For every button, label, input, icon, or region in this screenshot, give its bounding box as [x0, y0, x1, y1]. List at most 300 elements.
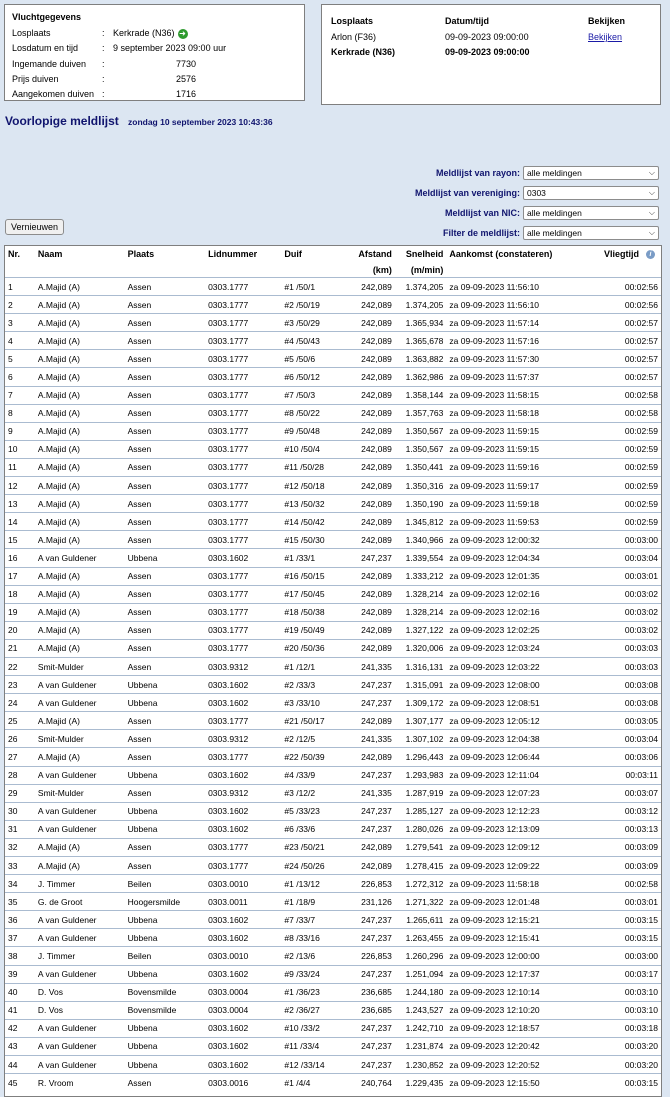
flight-label: Aangekomen duiven: [12, 89, 95, 100]
filter-nic: [445, 205, 659, 221]
table-cell: 247,237: [343, 1037, 395, 1055]
table-cell: 1.309,172: [395, 694, 447, 712]
table-cell: 00:02:57: [591, 314, 661, 332]
table-cell: 23: [5, 676, 35, 694]
table-row: [5, 929, 661, 947]
table-cell: 00:03:12: [591, 802, 661, 820]
table-row: [5, 278, 661, 296]
table-cell: 34: [5, 875, 35, 893]
table-cell: 1.327,122: [395, 621, 447, 639]
table-cell: 00:02:57: [591, 368, 661, 386]
table-cell: 242,089: [343, 603, 395, 621]
table-cell: A.Majid (A): [35, 603, 125, 621]
table-cell: 44: [5, 1056, 35, 1074]
table-cell: Assen: [125, 657, 205, 675]
table-cell: 00:03:08: [591, 676, 661, 694]
filter-list-select[interactable]: [523, 226, 659, 240]
table-cell: #15 /50/30: [281, 531, 343, 549]
table-cell: #19 /50/49: [281, 621, 343, 639]
header-vliegtijd: [591, 246, 661, 263]
table-cell: 00:02:58: [591, 404, 661, 422]
table-cell: 3: [5, 314, 35, 332]
table-cell: 0303.1777: [205, 838, 281, 856]
table-cell: 0303.1777: [205, 748, 281, 766]
table-cell: Assen: [125, 784, 205, 802]
table-cell: za 09-09-2023 12:07:23: [446, 784, 590, 802]
table-cell: A van Guldener: [35, 820, 125, 838]
table-cell: 00:02:56: [591, 278, 661, 296]
table-cell: Beilen: [125, 947, 205, 965]
table-cell: #16 /50/15: [281, 567, 343, 585]
filter-vereniging-value: 0303: [527, 188, 546, 198]
page-title: Voorlopige meldlijst: [5, 114, 119, 128]
table-cell: 242,089: [343, 838, 395, 856]
table-row: [5, 947, 661, 965]
table-cell: 0303.9312: [205, 730, 281, 748]
table-cell: 0303.1602: [205, 676, 281, 694]
table-cell: 00:03:20: [591, 1056, 661, 1074]
table-cell: 1.365,934: [395, 314, 447, 332]
colon: :: [102, 28, 105, 38]
table-cell: 43: [5, 1037, 35, 1055]
table-cell: Assen: [125, 422, 205, 440]
table-cell: 00:02:59: [591, 458, 661, 476]
table-cell: D. Vos: [35, 983, 125, 1001]
table-row: [5, 477, 661, 495]
table-cell: #3 /33/10: [281, 694, 343, 712]
header-snelheid: Snelheid: [405, 249, 444, 259]
table-cell: 00:02:57: [591, 332, 661, 350]
colon: :: [102, 89, 105, 100]
table-cell: #5 /33/23: [281, 802, 343, 820]
table-cell: 0303.1777: [205, 513, 281, 531]
table-cell: 1.293,983: [395, 766, 447, 784]
table-cell: #8 /50/22: [281, 404, 343, 422]
table-cell: A.Majid (A): [35, 838, 125, 856]
table-row: [5, 1001, 661, 1019]
table-cell: za 09-09-2023 12:09:22: [446, 857, 590, 875]
table-cell: #3 /12/2: [281, 784, 343, 802]
table-cell: A.Majid (A): [35, 495, 125, 513]
table-cell: za 09-09-2023 11:57:37: [446, 368, 590, 386]
table-cell: 00:03:10: [591, 983, 661, 1001]
table-cell: Ubbena: [125, 766, 205, 784]
table-cell: 00:03:09: [591, 838, 661, 856]
table-cell: Ubbena: [125, 694, 205, 712]
table-cell: 1.350,190: [395, 495, 447, 513]
table-cell: 1.340,966: [395, 531, 447, 549]
table-cell: 0303.1777: [205, 531, 281, 549]
table-cell: Assen: [125, 278, 205, 296]
table-cell: #6 /33/6: [281, 820, 343, 838]
table-cell: 0303.1602: [205, 549, 281, 567]
release-time-value: 9 september 2023 09:00 uur: [113, 43, 227, 54]
table-cell: 242,089: [343, 748, 395, 766]
table-cell: 242,089: [343, 477, 395, 495]
table-cell: #5 /50/6: [281, 350, 343, 368]
table-cell: 00:03:15: [591, 911, 661, 929]
filter-vereniging-label: Meldlijst van vereniging:: [414, 188, 520, 198]
table-cell: 00:03:07: [591, 784, 661, 802]
table-cell: 242,089: [343, 495, 395, 513]
table-cell: 22: [5, 657, 35, 675]
table-cell: 0303.1777: [205, 440, 281, 458]
table-cell: A.Majid (A): [35, 278, 125, 296]
table-cell: za 09-09-2023 11:56:10: [446, 278, 590, 296]
table-cell: 00:03:01: [591, 893, 661, 911]
table-cell: #9 /50/48: [281, 422, 343, 440]
table-cell: #2 /13/6: [281, 947, 343, 965]
filter-rayon-value: alle meldingen: [527, 168, 582, 178]
table-row: [5, 513, 661, 531]
table-cell: za 09-09-2023 11:58:18: [446, 404, 590, 422]
table-cell: 1.358,144: [395, 386, 447, 404]
table-cell: 00:03:11: [591, 766, 661, 784]
table-cell: Assen: [125, 730, 205, 748]
table-cell: 00:02:59: [591, 495, 661, 513]
table-cell: 1.333,212: [395, 567, 447, 585]
table-cell: 1.328,214: [395, 603, 447, 621]
table-cell: Assen: [125, 857, 205, 875]
table-cell: 0303.1777: [205, 458, 281, 476]
table-cell: 226,853: [343, 875, 395, 893]
table-cell: 247,237: [343, 1019, 395, 1037]
table-cell: 247,237: [343, 676, 395, 694]
table-cell: 27: [5, 748, 35, 766]
filter-vereniging: [415, 185, 659, 201]
table-cell: 00:03:05: [591, 712, 661, 730]
flight-label: Ingemande duiven: [12, 58, 87, 69]
table-cell: 0303.0016: [205, 1074, 281, 1092]
table-cell: za 09-09-2023 12:15:50: [446, 1074, 590, 1092]
table-row: [5, 567, 661, 585]
table-cell: za 09-09-2023 11:59:53: [446, 513, 590, 531]
table-cell: 1.242,710: [395, 1019, 447, 1037]
info-icon[interactable]: i: [646, 250, 655, 259]
table-cell: za 09-09-2023 12:08:00: [446, 676, 590, 694]
table-cell: A van Guldener: [35, 911, 125, 929]
table-cell: 00:02:58: [591, 875, 661, 893]
arrived-value: 1716: [175, 89, 196, 100]
table-cell: Ubbena: [125, 911, 205, 929]
table-cell: 0303.1602: [205, 965, 281, 983]
table-cell: za 09-09-2023 12:08:51: [446, 694, 590, 712]
table-cell: A van Guldener: [35, 694, 125, 712]
table-cell: 00:03:01: [591, 567, 661, 585]
table-cell: 1.271,322: [395, 893, 447, 911]
table-cell: za 09-09-2023 12:10:20: [446, 1001, 590, 1019]
filter-list: [443, 225, 659, 241]
table-cell: 40: [5, 983, 35, 1001]
table-cell: #3 /50/29: [281, 314, 343, 332]
table-cell: #2 /12/5: [281, 730, 343, 748]
table-cell: 37: [5, 929, 35, 947]
table-cell: Assen: [125, 495, 205, 513]
table-cell: #1 /12/1: [281, 657, 343, 675]
table-cell: 247,237: [343, 965, 395, 983]
chevron-down-icon: ⌵: [648, 228, 655, 237]
table-cell: 00:03:15: [591, 1074, 661, 1092]
release-place-kerkrade: Kerkrade (N36): [331, 47, 396, 57]
table-row: [5, 1074, 661, 1092]
table-cell: A.Majid (A): [35, 314, 125, 332]
table-cell: 00:03:00: [591, 947, 661, 965]
table-row: [5, 1056, 661, 1074]
table-cell: A.Majid (A): [35, 567, 125, 585]
table-cell: Assen: [125, 585, 205, 603]
table-cell: Bovensmilde: [125, 1001, 205, 1019]
table-cell: 0303.1777: [205, 350, 281, 368]
table-cell: A.Majid (A): [35, 621, 125, 639]
flight-row-release-time: [12, 41, 304, 56]
colon: :: [102, 73, 105, 84]
table-cell: J. Timmer: [35, 875, 125, 893]
release-places-panel: [321, 4, 661, 105]
table-cell: Assen: [125, 838, 205, 856]
table-cell: 15: [5, 531, 35, 549]
table-cell: 21: [5, 639, 35, 657]
table-cell: 00:03:02: [591, 603, 661, 621]
table-cell: 0303.1602: [205, 1056, 281, 1074]
table-cell: 1.374,205: [395, 296, 447, 314]
table-cell: 29: [5, 784, 35, 802]
table-cell: #1 /36/23: [281, 983, 343, 1001]
table-cell: 00:02:58: [591, 386, 661, 404]
table-cell: za 09-09-2023 12:01:35: [446, 567, 590, 585]
table-cell: Hoogersmilde: [125, 893, 205, 911]
table-cell: #1 /4/4: [281, 1074, 343, 1092]
table-cell: A.Majid (A): [35, 368, 125, 386]
table-cell: #7 /33/7: [281, 911, 343, 929]
table-cell: 19: [5, 603, 35, 621]
chevron-down-icon: ⌵: [648, 168, 655, 177]
header-aankomst: Aankomst (constateren): [449, 249, 553, 259]
table-cell: 0303.1602: [205, 802, 281, 820]
table-cell: Assen: [125, 531, 205, 549]
filter-list-value: alle meldingen: [527, 228, 582, 238]
table-cell: Assen: [125, 1074, 205, 1092]
table-row: [5, 422, 661, 440]
table-cell: #12 /50/18: [281, 477, 343, 495]
table-cell: 00:02:59: [591, 513, 661, 531]
table-cell: 0303.1777: [205, 712, 281, 730]
table-cell: 00:03:03: [591, 657, 661, 675]
table-cell: 242,089: [343, 440, 395, 458]
table-row: [5, 857, 661, 875]
table-cell: za 09-09-2023 12:09:12: [446, 838, 590, 856]
table-cell: 00:02:57: [591, 350, 661, 368]
table-cell: 247,237: [343, 911, 395, 929]
table-cell: #2 /36/27: [281, 1001, 343, 1019]
filter-nic-select[interactable]: [523, 206, 659, 220]
filter-list-label: Filter de meldlijst:: [442, 228, 520, 238]
table-cell: 00:03:13: [591, 820, 661, 838]
table-row: [5, 766, 661, 784]
table-cell: 242,089: [343, 296, 395, 314]
table-cell: 0303.0004: [205, 983, 281, 1001]
table-row: [5, 657, 661, 675]
table-row: [5, 893, 661, 911]
table-cell: 247,237: [343, 820, 395, 838]
release-datetime-arlon: 09-09-2023 09:00:00: [445, 32, 529, 42]
table-cell: R. Vroom: [35, 1074, 125, 1092]
table-cell: 11: [5, 458, 35, 476]
header-nr: Nr.: [8, 249, 21, 259]
table-cell: 00:03:09: [591, 857, 661, 875]
table-cell: J. Timmer: [35, 947, 125, 965]
flight-label: Losplaats: [12, 28, 51, 38]
table-row: [5, 784, 661, 802]
table-cell: A.Majid (A): [35, 639, 125, 657]
table-cell: 247,237: [343, 766, 395, 784]
view-link-arlon[interactable]: Bekijken: [588, 32, 623, 42]
table-row: [5, 911, 661, 929]
flight-row-entered: [12, 57, 304, 72]
table-cell: 1.339,554: [395, 549, 447, 567]
table-cell: 1.287,919: [395, 784, 447, 802]
table-cell: 247,237: [343, 802, 395, 820]
table-cell: 20: [5, 621, 35, 639]
table-cell: za 09-09-2023 11:58:18: [446, 875, 590, 893]
table-cell: #1 /50/1: [281, 278, 343, 296]
header-plaats: Plaats: [127, 249, 155, 259]
table-cell: 35: [5, 893, 35, 911]
table-cell: A.Majid (A): [35, 332, 125, 350]
table-cell: Assen: [125, 513, 205, 531]
table-cell: za 09-09-2023 11:59:16: [446, 458, 590, 476]
table-cell: za 09-09-2023 11:57:16: [446, 332, 590, 350]
table-cell: A van Guldener: [35, 1056, 125, 1074]
table-cell: za 09-09-2023 12:06:44: [446, 748, 590, 766]
table-cell: 247,237: [343, 549, 395, 567]
flight-info-panel: [4, 4, 305, 101]
table-cell: Ubbena: [125, 676, 205, 694]
table-cell: Ubbena: [125, 1019, 205, 1037]
table-row: [5, 694, 661, 712]
table-row: [5, 983, 661, 1001]
table-row: [5, 495, 661, 513]
table-cell: 0303.1777: [205, 639, 281, 657]
table-cell: 0303.1602: [205, 694, 281, 712]
table-cell: 00:03:18: [591, 1019, 661, 1037]
table-cell: 0303.1602: [205, 820, 281, 838]
table-cell: #18 /50/38: [281, 603, 343, 621]
table-cell: A.Majid (A): [35, 296, 125, 314]
table-cell: 1.350,316: [395, 477, 447, 495]
filter-nic-value: alle meldingen: [527, 208, 582, 218]
flight-info-header: Vluchtgegevens: [12, 12, 82, 22]
filter-rayon-select[interactable]: [523, 166, 659, 180]
table-cell: 00:03:20: [591, 1037, 661, 1055]
table-cell: 00:03:00: [591, 531, 661, 549]
arrow-right-icon[interactable]: ➜: [179, 28, 186, 38]
table-cell: #13 /50/32: [281, 495, 343, 513]
table-cell: Ubbena: [125, 1037, 205, 1055]
header-afstand-unit: (km): [372, 265, 392, 275]
table-cell: #14 /50/42: [281, 513, 343, 531]
table-cell: #24 /50/26: [281, 857, 343, 875]
table-cell: 0303.1777: [205, 585, 281, 603]
table-cell: A.Majid (A): [35, 404, 125, 422]
table-cell: 242,089: [343, 513, 395, 531]
table-cell: 0303.1777: [205, 621, 281, 639]
release-header-datetime: Datum/tijd: [445, 16, 489, 26]
table-cell: 00:03:08: [591, 694, 661, 712]
colon: :: [102, 43, 105, 54]
table-cell: 0303.1777: [205, 386, 281, 404]
table-cell: 0303.1777: [205, 278, 281, 296]
table-cell: 1.244,180: [395, 983, 447, 1001]
table-cell: #10 /33/2: [281, 1019, 343, 1037]
table-cell: 226,853: [343, 947, 395, 965]
table-cell: 13: [5, 495, 35, 513]
table-cell: 1.357,763: [395, 404, 447, 422]
table-cell: 30: [5, 802, 35, 820]
header-vliegtijd-label: Vliegtijd: [603, 249, 639, 259]
table-cell: 8: [5, 404, 35, 422]
colon: :: [102, 58, 105, 69]
table-row: [5, 585, 661, 603]
table-cell: Beilen: [125, 875, 205, 893]
header-afstand: Afstand: [358, 249, 392, 259]
table-cell: #12 /33/14: [281, 1056, 343, 1074]
table-cell: A van Guldener: [35, 929, 125, 947]
table-cell: #2 /33/3: [281, 676, 343, 694]
table-cell: 33: [5, 857, 35, 875]
table-cell: Smit-Mulder: [35, 730, 125, 748]
table-cell: 0303.1777: [205, 495, 281, 513]
table-cell: #22 /50/39: [281, 748, 343, 766]
table-cell: #7 /50/3: [281, 386, 343, 404]
prize-value: 2576: [175, 73, 196, 84]
table-cell: za 09-09-2023 12:18:57: [446, 1019, 590, 1037]
entered-value: 7730: [175, 58, 196, 69]
chevron-down-icon: ⌵: [648, 208, 655, 217]
table-cell: A.Majid (A): [35, 513, 125, 531]
table-cell: 247,237: [343, 929, 395, 947]
table-cell: za 09-09-2023 11:59:15: [446, 440, 590, 458]
table-cell: 38: [5, 947, 35, 965]
table-cell: #11 /50/28: [281, 458, 343, 476]
table-cell: A van Guldener: [35, 965, 125, 983]
release-header-view: Bekijken: [588, 16, 626, 26]
refresh-button[interactable]: Vernieuwen: [5, 219, 64, 235]
flight-label: Prijs duiven: [12, 73, 59, 84]
table-cell: 0303.1777: [205, 368, 281, 386]
table-cell: 0303.1777: [205, 296, 281, 314]
table-cell: A.Majid (A): [35, 350, 125, 368]
table-cell: 241,335: [343, 730, 395, 748]
table-cell: A.Majid (A): [35, 386, 125, 404]
table-cell: Ubbena: [125, 820, 205, 838]
filter-vereniging-select[interactable]: [523, 186, 659, 200]
table-row: [5, 404, 661, 422]
table-cell: 242,089: [343, 458, 395, 476]
table-cell: 1.231,874: [395, 1037, 447, 1055]
table-cell: 5: [5, 350, 35, 368]
table-cell: 1.279,541: [395, 838, 447, 856]
table-cell: za 09-09-2023 12:11:04: [446, 766, 590, 784]
table-cell: 1.285,127: [395, 802, 447, 820]
header-naam: Naam: [37, 249, 63, 259]
table-cell: za 09-09-2023 12:13:09: [446, 820, 590, 838]
table-cell: 0303.1777: [205, 332, 281, 350]
table-cell: 1.374,205: [395, 278, 447, 296]
table-cell: 241,335: [343, 657, 395, 675]
table-cell: Assen: [125, 567, 205, 585]
table-cell: Assen: [125, 748, 205, 766]
table-cell: 1.263,455: [395, 929, 447, 947]
